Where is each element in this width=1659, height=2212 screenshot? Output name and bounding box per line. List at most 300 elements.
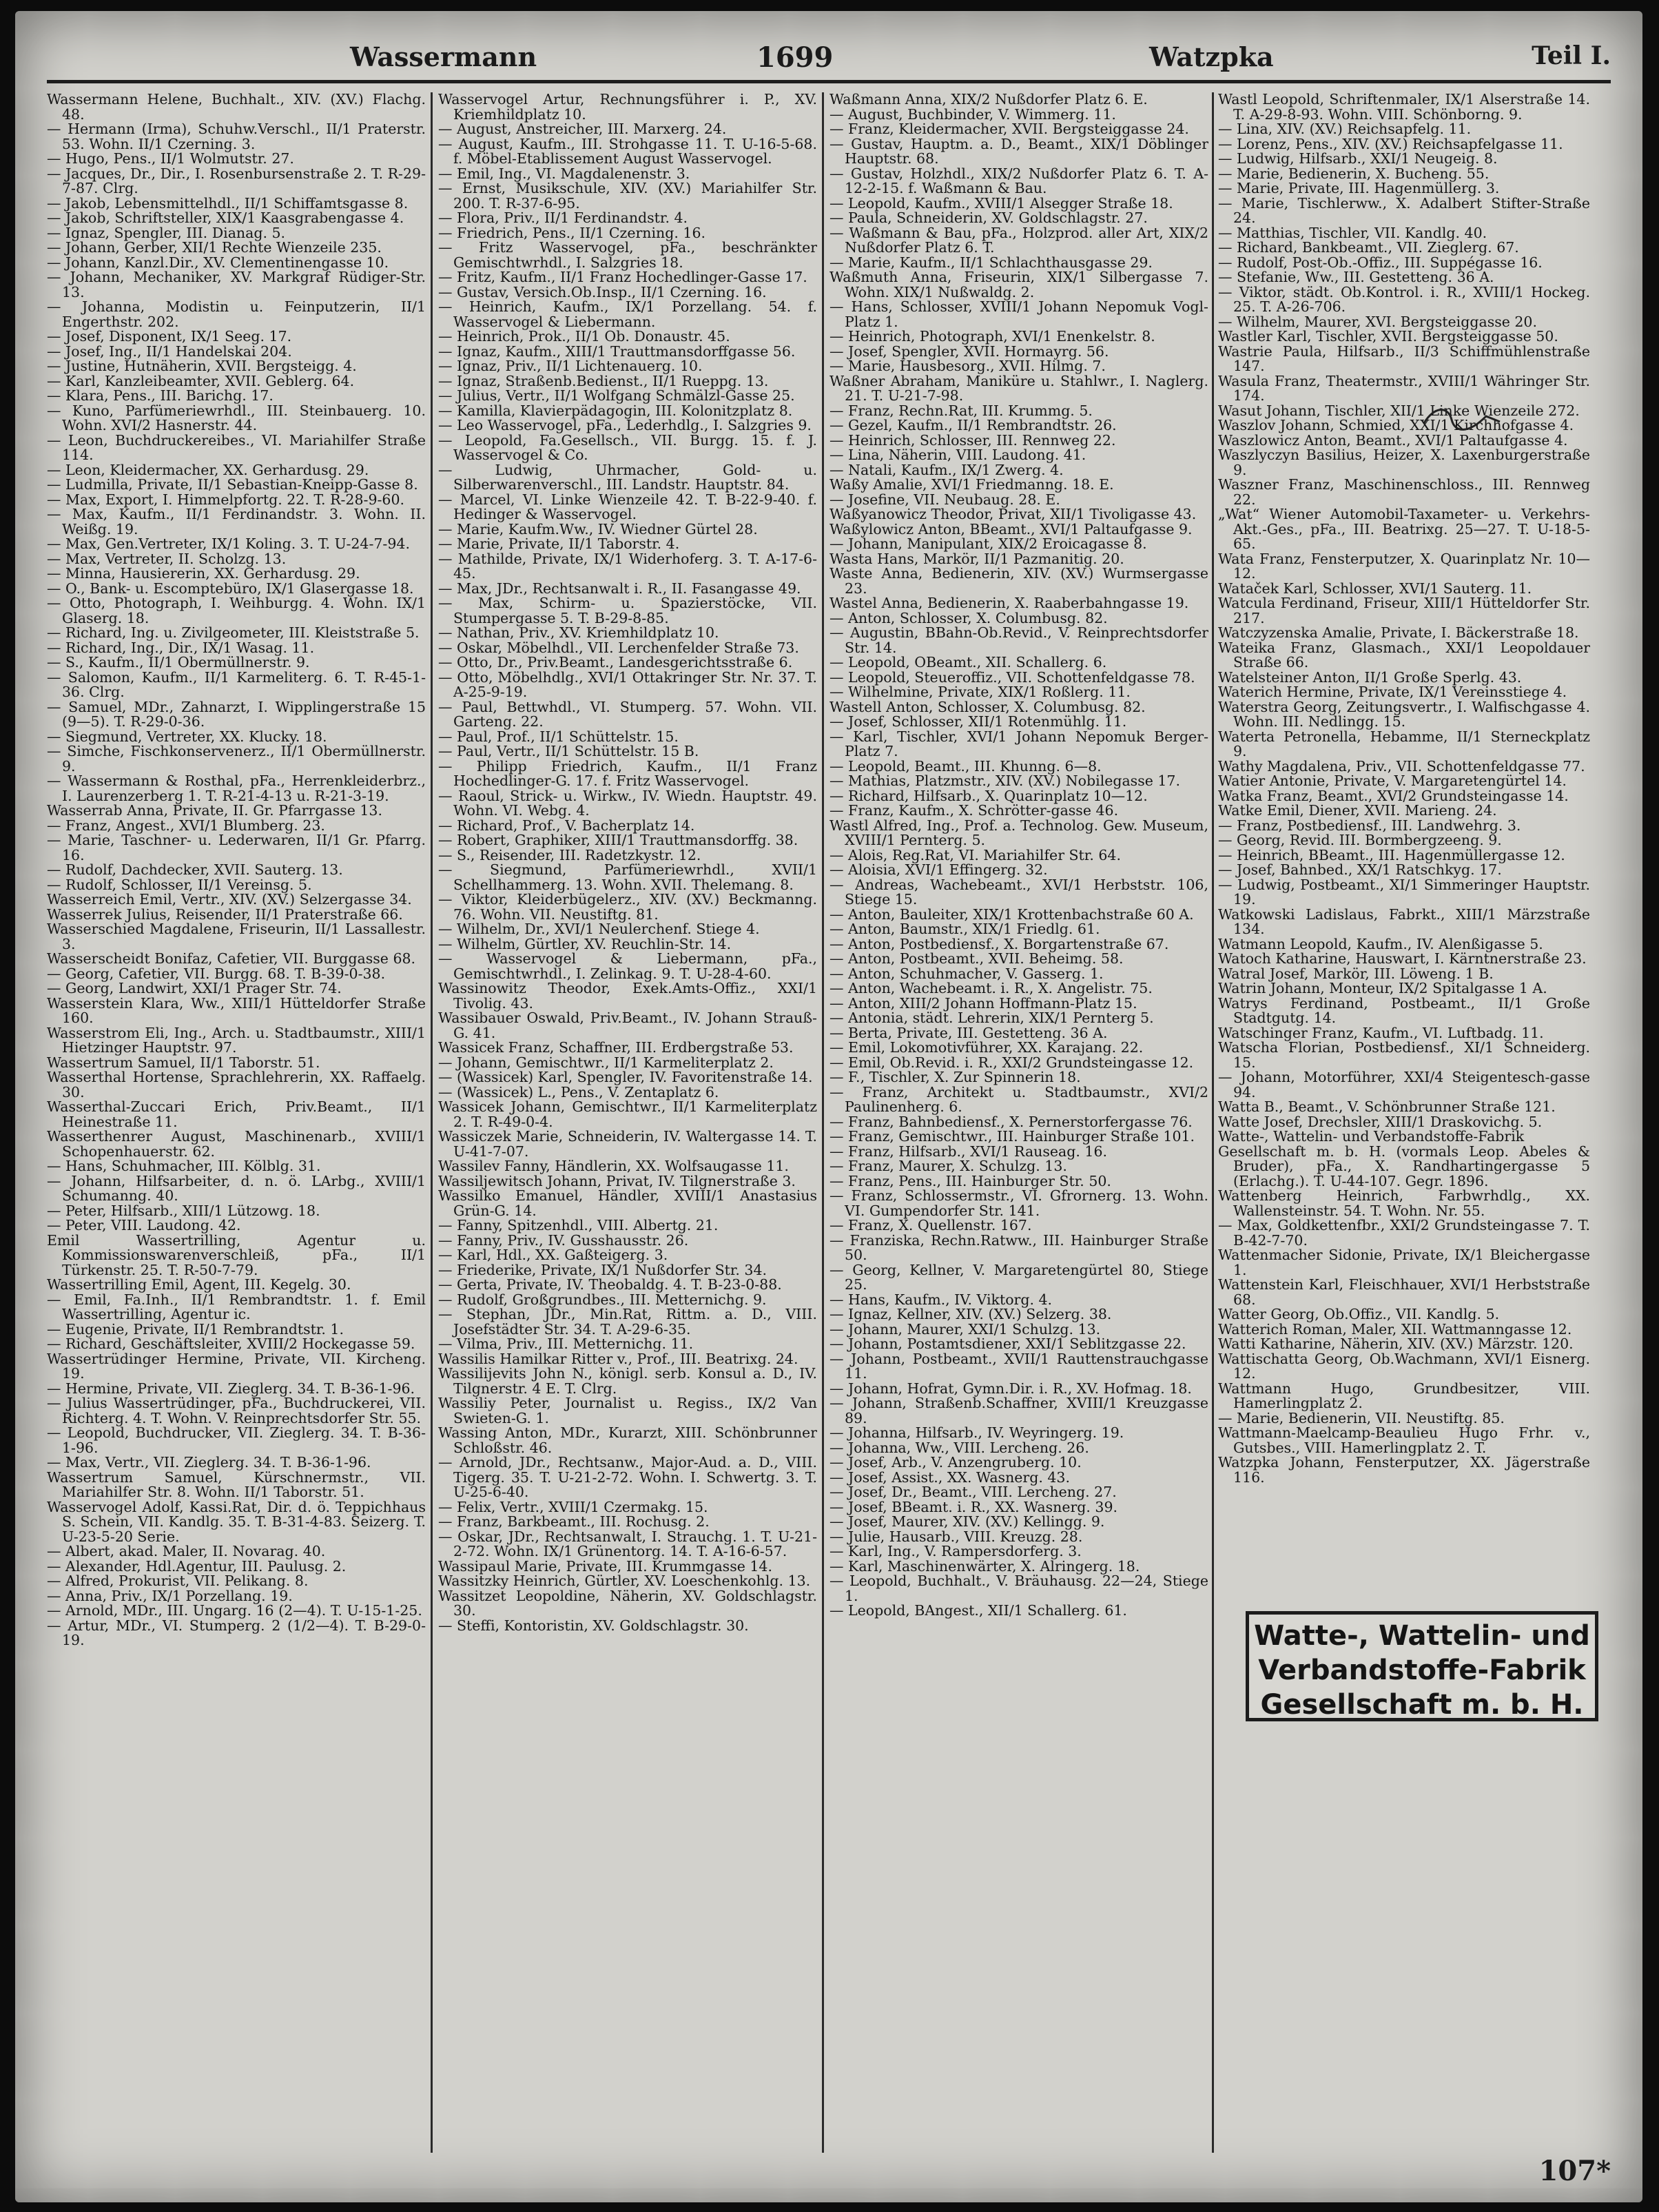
directory-entry: Waterstra Georg, Zeitungsvertr., I. Walfischgasse 4. Wohn. III. Nedlingg. 15. (1218, 698, 1590, 730)
directory-entry: — Arnold, MDr., III. Ungarg. 16 (2—4). T. U-15-1-25. (47, 1602, 422, 1619)
directory-entry: — (Wassicek) Karl, Spengler, IV. Favoritenstraße 14. (438, 1069, 813, 1085)
directory-entry: Wattenberg Heinrich, Farbwrhdlg., XX. Wallensteinstr. 54. T. Wohn. Nr. 55. (1218, 1187, 1590, 1219)
directory-entry: Waszlowicz Anton, Beamt., XVI/1 Paltaufgasse 4. (1218, 431, 1568, 449)
directory-entry: — Franz, Maurer, X. Schulzg. 13. (830, 1158, 1067, 1174)
page-footer: 107* (1538, 2155, 1611, 2187)
directory-entry: — Gerta, Private, IV. Theobaldg. 4. T. B-23-0-88. (438, 1276, 782, 1293)
directory-entry: — Leopold, Beamt., III. Khunng. 6—8. (830, 757, 1102, 775)
directory-entry: Wassiliy Peter, Journalist u. Regiss., IX/2 Van Swieten-G. 1. (438, 1395, 817, 1426)
directory-entry: — Ludmilla, Private, II/1 Sebastian-Kneipp-Gasse 8. (47, 476, 418, 493)
directory-entry: — Josefine, VII. Neubaug. 28. E. (830, 491, 1060, 508)
directory-entry: Wateika Franz, Glasmach., XXI/1 Leopoldauer Straße 66. (1218, 639, 1590, 670)
directory-entry: Wastler Karl, Tischler, XVII. Bergsteiggasse 50. (1218, 328, 1558, 345)
directory-entry: — Ludwig, Hilfsarb., XXI/1 Neugeig. 8. (1218, 150, 1498, 167)
directory-entry: — Peter, VIII. Laudong. 42. (47, 1217, 241, 1233)
directory-entry: — Leopold, Fa.Gesellsch., VII. Burgg. 15. f. J. Wasservogel & Co. (438, 431, 817, 463)
directory-entry: Waste Anna, Bedienerin, XIV. (XV.) Wurmsergasse 23. (830, 565, 1208, 597)
directory-entry: Wasserstrom Eli, Ing., Arch. u. Stadtbaumstr., XIII/1 Hietzinger Hauptstr. 97. (47, 1024, 426, 1056)
directory-entry: Watka Franz, Beamt., XVI/2 Grundsteingasse 14. (1218, 787, 1569, 804)
directory-entry: — Emil, Lokomotivführer, XX. Karajang. 22. (830, 1039, 1144, 1056)
directory-entry: Wasserthenrer August, Maschinenarb., XVIII/1 Schopenhauerstr. 62. (47, 1128, 426, 1160)
directory-entry: — Karl, Hdl., XX. Gaßteigerg. 3. (438, 1247, 668, 1263)
directory-entry: Wastel Anna, Bedienerin, X. Raaberbahngasse 19. (830, 595, 1189, 611)
directory-entry: — (Wassicek) L., Pens., V. Zentaplatz 6. (438, 1083, 719, 1100)
directory-entry: Watta B., Beamt., V. Schönbrunner Straße 121. (1218, 1098, 1556, 1115)
directory-entry: — Heinrich, Schlosser, III. Rennweg 22. (830, 431, 1116, 449)
directory-entry: — Josef, BBeamt. i. R., XX. Wasnerg. 39. (830, 1498, 1118, 1515)
directory-entry: Wassertrilling Emil, Agent, III. Kegelg. 30. (47, 1276, 351, 1293)
directory-entry: — Franz, Pens., III. Hainburger Str. 50. (830, 1172, 1111, 1189)
directory-entry: — Marie, Kaufm.Ww., IV. Wiedner Gürtel 28. (438, 520, 758, 537)
directory-entry: — Klara, Pens., III. Barichg. 17. (47, 387, 274, 404)
directory-entry: — Marie, Private, III. Hagenmüllerg. 3. (1218, 180, 1500, 196)
directory-entry: „Wat“ Wiener Automobil-Taxameter- u. Verkehrs-Akt.-Ges., pFa., III. Beatrixg. 25—27. T. U-18-5-65. (1218, 506, 1590, 552)
directory-entry: — Max, Export, I. Himmelpfortg. 22. T. R-28-9-60. (47, 491, 405, 508)
directory-entry: Wassertrum Samuel, Kürschnermstr., VII. Mariahilfer Str. 8. Wohn. II/1 Taborstr. 51. (47, 1468, 426, 1500)
directory-entry: — Johanna, Modistin u. Feinputzerin, II/1 Engerthstr. 202. (47, 298, 426, 330)
directory-entry: — Anton, Postbediensf., X. Borgartenstraße 67. (830, 935, 1169, 952)
directory-entry: — Ignaz, Kellner, XIV. (XV.) Selzerg. 38. (830, 1306, 1112, 1322)
directory-entry: Wassibauer Oswald, Priv.Beamt., IV. Johann Strauß-G. 41. (438, 1010, 817, 1041)
directory-entry: Waßmann Anna, XIX/2 Nußdorfer Platz 6. E. (830, 92, 1148, 107)
directory-entry: — Marie, Bedienerin, X. Bucheng. 55. (1218, 165, 1490, 182)
directory-entry: — Georg, Cafetier, VII. Burgg. 68. T. B-39-0-38. (47, 965, 386, 982)
directory-entry: — Hugo, Pens., II/1 Wolmutstr. 27. (47, 150, 294, 167)
directory-entry: — Johann, Hilfsarbeiter, d. n. ö. LArbg., XVIII/1 Schumanng. 40. (47, 1172, 426, 1204)
directory-entry: — Leopold, Buchdrucker, VII. Zieglerg. 34. T. B-36-1-96. (47, 1424, 426, 1456)
directory-entry: Wasserthal Hortense, Sprachlehrerin, XX. Raffaelg. 30. (47, 1069, 426, 1100)
directory-entry: Wassicek Franz, Schaffner, III. Erdbergstraße 53. (438, 1039, 794, 1056)
directory-entry: Watter Georg, Ob.Offiz., VII. Kandlg. 5. (1218, 1306, 1500, 1322)
directory-entry: — Stephan, JDr., Min.Rat, Rittm. a. D., VIII. Josefstädter Str. 34. T. A-29-6-35. (438, 1306, 817, 1338)
directory-entry: — Max, JDr., Rechtsanwalt i. R., II. Fasangasse 49. (438, 580, 801, 597)
directory-entry: — Anton, Schlosser, X. Columbusg. 82. (830, 609, 1108, 626)
directory-entry: — Franz, X. Quellenstr. 167. (830, 1217, 1032, 1233)
directory-entry: — Josef, Schlosser, XII/1 Rotenmühlg. 11. (830, 713, 1127, 730)
directory-entry: — Georg, Revid. III. Bormbergzeeng. 9. (1218, 832, 1502, 848)
directory-entry: — Stefanie, Ww., III. Gestetteng. 36 A. (1218, 269, 1494, 285)
directory-entry: — Richard, Ing. u. Zivilgeometer, III. Kleiststraße 5. (47, 624, 420, 641)
directory-entry: — Paula, Schneiderin, XV. Goldschlagstr. 27. (830, 209, 1148, 226)
directory-entry: — Siegmund, Parfümeriewrhdl., XVII/1 Schellhammerg. 13. Wohn. XVII. Thelemang. 8. (438, 861, 817, 893)
directory-entry: — Otto, Möbelhdlg., XVI/1 Ottakringer Str. Nr. 37. T. A-25-9-19. (438, 668, 817, 700)
directory-entry: — Fritz Wasservogel, pFa., beschränkter Gemischtwrhdl., I. Salzgries 18. (438, 239, 817, 271)
directory-entry: — Franz, Kaufm., X. Schrötter-gasse 46. (830, 802, 1119, 819)
directory-entry: — Ignaz, Straßenb.Bedienst., II/1 Rueppg. 13. (438, 372, 769, 389)
directory-entry: — Alfred, Prokurist, VII. Pelikang. 8. (47, 1573, 309, 1589)
directory-entry: — Franz, Kleidermacher, XVII. Bergsteiggasse 24. (830, 121, 1189, 137)
directory-entry: Wataček Karl, Schlosser, XVI/1 Sauterg. 11. (1218, 580, 1532, 597)
directory-entry: Wasserschied Magdalene, Friseurin, II/1 Lassallestr. 3. (47, 921, 426, 952)
directory-entry: — Wilhelmine, Private, XIX/1 Roßlerg. 11. (830, 684, 1131, 700)
directory-entry: Wasserrek Julius, Reisender, II/1 Praterstraße 66. (47, 905, 403, 923)
directory-entry: — Franziska, Rechn.Ratww., III. Hainburger Straße 50. (830, 1231, 1208, 1263)
directory-entry: Wassipaul Marie, Private, III. Krummgasse 14. (438, 1557, 772, 1575)
directory-entry: — Johann, Motorführer, XXI/4 Steigentesch-gasse 94. (1218, 1069, 1590, 1100)
directory-entry: — Paul, Bettwhdl., VI. Stumperg. 57. Wohn. VII. Garteng. 22. (438, 698, 817, 730)
directory-entry: — Otto, Dr., Priv.Beamt., Landesgerichtsstraße 6. (438, 654, 793, 670)
directory-entry: — Hans, Kaufm., IV. Viktorg. 4. (830, 1291, 1053, 1308)
directory-entry: — Ignaz, Spengler, III. Dianag. 5. (47, 224, 286, 241)
directory-entry: — Leo Wasservogel, pFa., Lederhdlg., I. Salzgries 9. (438, 417, 812, 433)
directory-entry: — Arnold, JDr., Rechtsanw., Major-Aud. a. D., VIII. Tigerg. 35. T. U-21-2-72. Wohn. I. Schwertg. 3. T. U-25-6-40. (438, 1454, 817, 1500)
directory-entry: Waterta Petronella, Hebamme, II/1 Sterneckplatz 9. (1218, 728, 1590, 759)
directory-entry: Wathy Magdalena, Priv., VII. Schottenfeldgasse 77. (1218, 757, 1585, 775)
handwritten-scribble (1421, 402, 1503, 437)
directory-entry: — Josef, Bahnbed., XX/1 Ratschkyg. 17. (1218, 861, 1502, 878)
directory-entry: Watier Antonie, Private, V. Margaretengürtel 14. (1218, 772, 1567, 789)
directory-entry: Watmann Leopold, Kaufm., IV. Alenßigasse 5. (1218, 935, 1543, 952)
directory-entry: Wasservogel Adolf, Kassi.Rat, Dir. d. ö. Teppichhaus S. Schein, VII. Kandlg. 35. T. B-31-4-83. Seizerg. T. U-23-5-20 Serie. (47, 1498, 426, 1545)
directory-entry: Wattmann Hugo, Grundbesitzer, VIII. Hamerlingplatz 2. (1218, 1380, 1590, 1411)
directory-entry: — Hermine, Private, VII. Zieglerg. 34. T. B-36-1-96. (47, 1380, 415, 1397)
directory-entry: — Johann, Hofrat, Gymn.Dir. i. R., XV. Hofmag. 18. (830, 1380, 1192, 1397)
directory-entry: Wasserthal-Zuccari Erich, Priv.Beamt., II/1 Heinestraße 11. (47, 1098, 426, 1130)
directory-entry: Wattenmacher Sidonie, Private, IX/1 Bleichergasse 1. (1218, 1247, 1590, 1278)
directory-entry: Waßyanowicz Theodor, Privat, XII/1 Tivoligasse 43. (830, 506, 1197, 522)
directory-entry: Wattischatta Georg, Ob.Wachmann, XVI/1 Eisnerg. 12. (1218, 1350, 1590, 1382)
directory-entry: Watrin Johann, Monteur, IX/2 Spitalgasse 1 A. (1218, 980, 1547, 996)
directory-entry: Wassiljewitsch Johann, Privat, IV. Tilgnerstraße 3. (438, 1172, 796, 1189)
directory-entry: — Berta, Private, III. Gestetteng. 36 A. (830, 1024, 1108, 1041)
directory-entry: — Albert, akad. Maler, II. Novarag. 40. (47, 1543, 326, 1559)
directory-entry: Wasula Franz, Theatermstr., XVIII/1 Währinger Str. 174. (1218, 372, 1590, 404)
directory-entry: — Johann, Mechaniker, XV. Markgraf Rüdiger-Str. 13. (47, 269, 426, 300)
directory-entry: — August, Buchbinder, V. Wimmerg. 11. (830, 105, 1116, 123)
directory-entry: — Julius Wassertrüdinger, pFa., Buchdruckerei, VII. Richterg. 4. T. Wohn. V. Reinprechtsdorfer Str. 55. (47, 1395, 426, 1426)
directory-entry: Wastrie Paula, Hilfsarb., II/3 Schiffmühlenstraße 147. (1218, 342, 1590, 374)
directory-entry: — Leon, Kleidermacher, XX. Gerhardusg. 29. (47, 461, 369, 478)
column-2 (438, 92, 817, 2153)
directory-entry: — Franz, Gemischtwr., III. Hainburger Straße 101. (830, 1128, 1195, 1145)
directory-entry: — Josef, Spengler, XVII. Hormayrg. 56. (830, 342, 1109, 360)
directory-entry: — Franz, Postbediensf., III. Landwehrg. 3. (1218, 817, 1521, 834)
directory-entry: — Jakob, Lebensmittelhdl., II/1 Schiffamtsgasse 8. (47, 194, 409, 212)
directory-entry: — Karl, Maschinenwärter, X. Alringerg. 18. (830, 1557, 1140, 1575)
directory-entry: — Josef, Assist., XX. Wasnerg. 43. (830, 1468, 1070, 1486)
directory-entry: — Marie, Hausbesorg., XVII. Hilmg. 7. (830, 358, 1106, 374)
directory-entry: — Julius, Vertr., II/1 Wolfgang Schmälzl-Gasse 25. (438, 387, 795, 404)
directory-entry: Watscha Florian, Postbediensf., XI/1 Schneiderg. 15. (1218, 1039, 1590, 1071)
directory-entry: Wassicek Johann, Gemischtwr., II/1 Karmeliterplatz 2. T. R-49-0-4. (438, 1098, 817, 1130)
directory-entry: Watte Josef, Drechsler, XIII/1 Draskovichg. 5. (1218, 1113, 1543, 1130)
directory-entry: — Felix, Vertr., XVIII/1 Czermakg. 15. (438, 1498, 708, 1515)
directory-entry: Watterich Roman, Maler, XII. Wattmanngasse 12. (1218, 1320, 1572, 1338)
directory-entry: — Philipp Friedrich, Kaufm., II/1 Franz Hochedlinger-G. 17. f. Fritz Wasservogel. (438, 757, 817, 789)
directory-entry: — Richard, Geschäftsleiter, XVIII/2 Hockegasse 59. (47, 1335, 415, 1352)
directory-entry: — Alexander, Hdl.Agentur, III. Paulusg. 2. (47, 1557, 347, 1575)
directory-entry: — Ludwig, Postbeamt., XI/1 Simmeringer Hauptstr. 19. (1218, 876, 1590, 908)
directory-entry: — Antonia, städt. Lehrerin, XIX/1 Pernterg 5. (830, 1010, 1154, 1026)
directory-entry: — Anna, Priv., IX/1 Porzellang. 19. (47, 1587, 293, 1604)
directory-entry: — Emil, Ob.Revid. i. R., XXI/2 Grundsteingasse 12. (830, 1054, 1194, 1071)
directory-entry: — Max, Goldkettenfbr., XXI/2 Grundsteingasse 7. T. B-42-7-70. (1218, 1217, 1590, 1249)
directory-entry: Waszlyczyn Basilius, Heizer, X. Laxenburgerstraße 9. (1218, 447, 1590, 478)
column-divider (1212, 92, 1214, 2153)
directory-entry: — Andreas, Wachebeamt., XVI/1 Herbststr. 106, Stiege 15. (830, 876, 1208, 908)
directory-entry: Watcula Ferdinand, Friseur, XIII/1 Hütteldorfer Str. 217. (1218, 595, 1590, 626)
directory-entry: — Viktor, städt. Ob.Kontrol. i. R., XVIII/1 Hockeg. 25. T. A-26-706. (1218, 283, 1590, 315)
directory-entry: — August, Anstreicher, III. Marxerg. 24. (438, 121, 727, 137)
directory-entry: — Gezel, Kaufm., II/1 Rembrandtstr. 26. (830, 417, 1117, 433)
directory-entry: — Heinrich, BBeamt., III. Hagenmüllergasse 12. (1218, 846, 1565, 863)
directory-entry: — Johanna, Ww., VIII. Lercheng. 26. (830, 1439, 1089, 1456)
directory-entry: — Lina, Näherin, VIII. Laudong. 41. (830, 447, 1086, 463)
column-1 (47, 92, 426, 2153)
directory-entry: — Marie, Kaufm., II/1 Schlachthausgasse 29. (830, 254, 1153, 271)
directory-entry: Watschinger Franz, Kaufm., VI. Luftbadg. 11. (1218, 1024, 1544, 1041)
directory-entry: — Natali, Kaufm., IX/1 Zwerg. 4. (830, 461, 1064, 478)
directory-entry: — Kuno, Parfümeriewrhdl., III. Steinbauerg. 10. Wohn. XVI/2 Hasnerstr. 44. (47, 402, 426, 433)
directory-entry: — O., Bank- u. Escomptebüro, IX/1 Glasergasse 18. (47, 580, 414, 597)
directory-entry: — Emil, Ing., VI. Magdalenenstr. 3. (438, 165, 690, 182)
directory-entry: — Josef, Maurer, XIV. (XV.) Kellingg. 9. (830, 1513, 1105, 1530)
directory-entry: Wassing Anton, MDr., Kurarzt, XIII. Schönbrunner Schloßstr. 46. (438, 1424, 817, 1456)
directory-entry: — Kamilla, Klavierpädagogin, III. Kolonitzplatz 8. (438, 402, 793, 419)
directory-entry: — Karl, Ing., V. Rampersdorferg. 3. (830, 1543, 1082, 1559)
directory-entry: — Josef, Ing., II/1 Handelskai 204. (47, 342, 292, 360)
directory-entry: — Leopold, OBeamt., XII. Schallerg. 6. (830, 654, 1107, 670)
directory-entry: Watzpka Johann, Fensterputzer, XX. Jägerstraße 116. (1218, 1454, 1590, 1486)
directory-entry: — Franz, Hilfsarb., XVI/1 Rauseag. 16. (830, 1143, 1108, 1160)
directory-page (15, 11, 1642, 2202)
directory-entry: — Johann, Postamtsdiener, XXI/1 Seblitzgasse 22. (830, 1335, 1186, 1352)
directory-entry: — Anton, XIII/2 Johann Hoffmann-Platz 15. (830, 994, 1137, 1012)
directory-entry: — Julie, Hausarb., VIII. Kreuzg. 28. (830, 1528, 1083, 1545)
directory-entry: — Johann, Gemischtwr., II/1 Karmeliterplatz 2. (438, 1054, 774, 1071)
directory-entry: — Marie, Private, II/1 Taborstr. 4. (438, 535, 680, 552)
directory-entry: — Wilhelm, Gürtler, XV. Reuchlin-Str. 14. (438, 935, 732, 952)
directory-entry: — Johann, Maurer, XXI/1 Schulzg. 13. (830, 1320, 1101, 1338)
directory-entry: — Hermann (Irma), Schuhw.Verschl., II/1 Praterstr. 53. Wohn. II/1 Czerning. 3. (47, 121, 426, 152)
directory-entry: Wastell Anton, Schlosser, X. Columbusg. 82. (830, 698, 1146, 715)
directory-entry: Wasservogel Artur, Rechnungsführer i. P., XV. Kriemhildplatz 10. (438, 92, 817, 123)
page-header (47, 32, 1611, 83)
directory-entry: — Marie, Bedienerin, VII. Neustiftg. 85. (1218, 1409, 1505, 1426)
directory-entry: — Johann, Postbeamt., XVII/1 Rauttenstrauchgasse 11. (830, 1350, 1208, 1382)
directory-entry: — Georg, Kellner, V. Margaretengürtel 80, Stiege 25. (830, 1261, 1208, 1293)
column-4 (1218, 92, 1590, 2153)
directory-entry: — S., Kaufm., II/1 Obermüllnerstr. 9. (47, 654, 310, 670)
directory-entry: — S., Reisender, III. Radetzkystr. 12. (438, 846, 701, 863)
directory-entry: — Anton, Bauleiter, XIX/1 Krottenbachstraße 60 A. (830, 905, 1194, 923)
directory-entry: — Johann, Gerber, XII/1 Rechte Wienzeile 235. (47, 239, 382, 256)
directory-entry: Waßy Amalie, XVI/1 Friedmanng. 18. E. (830, 476, 1114, 493)
directory-entry: — Max, Kaufm., II/1 Ferdinandstr. 3. Wohn. II. Weißg. 19. (47, 506, 426, 537)
directory-entry: Wassiczek Marie, Schneiderin, IV. Waltergasse 14. T. U-41-7-07. (438, 1128, 817, 1160)
directory-entry: Watti Katharine, Näherin, XIV. (XV.) Märzstr. 120. (1218, 1335, 1574, 1352)
directory-entry: — Richard, Bankbeamt., VII. Zieglerg. 67. (1218, 239, 1519, 256)
directory-entry: — Georg, Landwirt, XXI/1 Prager Str. 74. (47, 980, 342, 996)
directory-entry: — Karl, Kanzleibeamter, XVII. Geblerg. 64. (47, 372, 355, 389)
directory-entry: — Leopold, Steueroffiz., VII. Schottenfeldgasse 78. (830, 668, 1195, 686)
directory-entry: — Leopold, Buchhalt., V. Bräuhausg. 22—24, Stiege 1. (830, 1573, 1208, 1604)
directory-entry: — Josef, Dr., Beamt., VIII. Lercheng. 27. (830, 1484, 1117, 1500)
directory-entry: — Friederike, Private, IX/1 Nußdorfer Str. 34. (438, 1261, 767, 1278)
page-number: 1699 (756, 41, 834, 74)
directory-entry: — Richard, Hilfsarb., X. Quarinplatz 10—12. (830, 787, 1148, 804)
directory-entry: — Max, Schirm- u. Spazierstöcke, VII. Stumpergasse 5. T. B-29-8-85. (438, 595, 817, 626)
directory-entry: Wasserrab Anna, Private, II. Gr. Pfarrgasse 13. (47, 802, 382, 819)
directory-entry: Watczyzenska Amalie, Private, I. Bäckerstraße 18. (1218, 624, 1579, 641)
directory-entry: Emil Wassertrilling, Agentur u. Kommissionswarenverschleiß, pFa., II/1 Türkenstr. 25. T. R-50-7-79. (47, 1231, 426, 1278)
directory-entry: — Johanna, Hilfsarb., IV. Weyringerg. 19. (830, 1424, 1124, 1441)
directory-entry: Wassertrüdinger Hermine, Private, VII. Kircheng. 19. (47, 1350, 426, 1382)
directory-entry: — Emil, Fa.Inh., II/1 Rembrandtstr. 1. f. Emil Wassertrilling, Agentur ic. (47, 1291, 426, 1322)
directory-entry: — Marcel, VI. Linke Wienzeile 42. T. B-22-9-40. f. Hedinger & Wasservogel. (438, 491, 817, 522)
directory-entry: — Nathan, Priv., XV. Kriemhildplatz 10. (438, 624, 719, 641)
directory-entry: — Siegmund, Vertreter, XX. Klucky. 18. (47, 728, 327, 745)
directory-entry: Wassitzky Heinrich, Gürtler, XV. Loeschenkohlg. 13. (438, 1573, 811, 1589)
directory-entry: — Wasservogel & Liebermann, pFa., Gemischtwrhdl., I. Zelinkag. 9. T. U-28-4-60. (438, 950, 817, 982)
directory-entry: — Rudolf, Schlosser, II/1 Vereinsg. 5. (47, 876, 312, 893)
directory-entry: — Fritz, Kaufm., II/1 Franz Hochedlinger-Gasse 17. (438, 269, 807, 285)
directory-entry: — Rudolf, Dachdecker, XVII. Sauterg. 13. (47, 861, 343, 878)
directory-entry: — Ignaz, Kaufm., XIII/1 Trauttmansdorffgasse 56. (438, 342, 796, 360)
directory-entry: — Franz, Schlossermstr., VI. Gfrornerg. 13. Wohn. VI. Gumpendorfer Str. 141. (830, 1187, 1208, 1219)
directory-entry: — Hans, Schlosser, XVIII/1 Johann Nepomuk Vogl-Platz 1. (830, 298, 1208, 330)
directory-entry: — Lina, XIV. (XV.) Reichsapfelg. 11. (1218, 121, 1472, 137)
directory-entry: — Gustav, Holzhdl., XIX/2 Nußdorfer Platz 6. T. A-12-2-15. f. Waßmann & Bau. (830, 165, 1208, 196)
directory-entry: — Flora, Priv., II/1 Ferdinandstr. 4. (438, 209, 688, 226)
directory-entry: — Matthias, Tischler, VII. Kandlg. 40. (1218, 224, 1487, 241)
directory-entry: — Heinrich, Prok., II/1 Ob. Donaustr. 45. (438, 328, 730, 345)
directory-entry: — Fanny, Spitzenhdl., VIII. Albertg. 21. (438, 1217, 719, 1233)
directory-entry: — Lorenz, Pens., XIV. (XV.) Reichsapfelgasse 11. (1218, 135, 1563, 152)
directory-entry: Wassilev Fanny, Händlerin, XX. Wolfsaugasse 11. (438, 1158, 789, 1174)
directory-entry: — Franz, Barkbeamt., III. Rochusg. 2. (438, 1513, 710, 1530)
directory-entry: — Ernst, Musikschule, XIV. (XV.) Mariahilfer Str. 200. T. R-37-6-95. (438, 180, 817, 212)
directory-entry: Wasserreich Emil, Vertr., XIV. (XV.) Selzergasse 34. (47, 891, 412, 908)
directory-entry: — Heinrich, Photograph, XVI/1 Enenkelstr. 8. (830, 328, 1155, 345)
directory-entry: — Rudolf, Post-Ob.-Offiz., III. Suppégasse 16. (1218, 254, 1543, 271)
directory-entry: Wassilijevits John N., königl. serb. Konsul a. D., IV. Tilgnerstr. 4 E. T. Clrg. (438, 1365, 817, 1397)
directory-entry: Watkowski Ladislaus, Fabrkt., XIII/1 Märzstraße 134. (1218, 905, 1590, 937)
directory-entry: — Minna, Hausiererin, XX. Gerhardusg. 29. (47, 565, 360, 582)
directory-entry: Waszlov Johann, Schmied, XXI/1 Kirchhofgasse 4. (1218, 417, 1574, 433)
directory-entry: Wassilis Hamilkar Ritter v., Prof., III. Beatrixg. 24. (438, 1350, 798, 1367)
directory-entry: — Justine, Hutnäherin, XVII. Bergsteigg. 4. (47, 358, 357, 374)
directory-entry: Wata Franz, Fensterputzer, X. Quarinplatz Nr. 10—12. (1218, 550, 1590, 582)
column-divider (431, 92, 433, 2153)
directory-entry: Watelsteiner Anton, II/1 Große Sperlg. 43. (1218, 668, 1522, 686)
directory-entry: — Anton, Baumstr., XIX/1 Friedlg. 61. (830, 921, 1100, 937)
directory-entry: — Marie, Tischlerww., X. Adalbert Stifter-Straße 24. (1218, 194, 1590, 226)
directory-entry: Wasta Hans, Markör, II/1 Pazmanitig. 20. (830, 550, 1124, 567)
directory-entry: — Samuel, MDr., Zahnarzt, I. Wipplingerstraße 15 (9—5). T. R-29-0-36. (47, 698, 426, 730)
directory-entry: — Leopold, Kaufm., XVIII/1 Alsegger Straße 18. (830, 194, 1173, 212)
directory-entry: — Jakob, Schriftsteller, XIX/1 Kaasgrabengasse 4. (47, 209, 404, 226)
directory-entry: — Paul, Vertr., II/1 Schüttelstr. 15 B. (438, 743, 699, 759)
directory-entry: Waszner Franz, Maschinenschloss., III. Rennweg 22. (1218, 476, 1590, 508)
directory-entry: Watte-, Wattelin- und Verbandstoffe-Fabrik (1218, 1128, 1525, 1145)
directory-entry: — Gustav, Hauptm. a. D., Beamt., XIX/1 Döblinger Hauptstr. 68. (830, 135, 1208, 167)
directory-entry: — Richard, Prof., V. Bacherplatz 14. (438, 817, 695, 834)
directory-entry: Waßmuth Anna, Friseurin, XIX/1 Silbergasse 7. Wohn. XIX/1 Nußwaldg. 2. (830, 269, 1208, 300)
directory-entry: — Josef, Disponent, IX/1 Seeg. 17. (47, 328, 292, 345)
directory-entry: — Leopold, BAngest., XII/1 Schallerg. 61. (830, 1602, 1127, 1619)
directory-entry: — Oskar, JDr., Rechtsanwalt, I. Strauchg. 1. T. U-21-2-72. Wohn. IX/1 Grünentorg. 14. T. A-16-6-57. (438, 1528, 817, 1559)
directory-entry: — Friedrich, Pens., II/1 Czerning. 16. (438, 224, 705, 241)
column-divider (822, 92, 824, 2153)
directory-entry: — Fanny, Priv., IV. Gusshausstr. 26. (438, 1231, 689, 1249)
directory-entry: Wattenstein Karl, Fleischhauer, XVI/1 Herbststraße 68. (1218, 1276, 1590, 1308)
directory-entry: — Artur, MDr., VI. Stumperg. 2 (1/2—4). T. B-29-0-19. (47, 1617, 426, 1648)
ad-line: Gesellschaft m. b. H. (1260, 1689, 1584, 1721)
directory-entry: — Rudolf, Großgrundbes., III. Metternichg. 9. (438, 1291, 767, 1308)
directory-entry: Wastl Alfred, Ing., Prof. a. Technolog. Gew. Museum, XVIII/1 Pernterg. 5. (830, 817, 1208, 848)
ad-line: Verbandstoffe-Fabrik (1258, 1655, 1586, 1686)
directory-entry: — Aloisia, XVI/1 Effingerg. 32. (830, 861, 1048, 878)
ad-line: Watte-, Wattelin- und (1254, 1620, 1590, 1652)
directory-entry: — Simche, Fischkonservenerz., II/1 Obermüllnerstr. 9. (47, 743, 426, 775)
directory-entry: Wassitzet Leopoldine, Näherin, XV. Goldschlagstr. 30. (438, 1587, 817, 1619)
directory-entry: — Wassermann & Rosthal, pFa., Herrenkleiderbrz., I. Laurenzerberg 1. T. R-21-4-13 u. R-21-3-19. (47, 772, 426, 804)
directory-entry: — Paul, Prof., II/1 Schüttelstr. 15. (438, 728, 679, 745)
header-last-name: Watzpka (1149, 41, 1274, 72)
directory-entry: — Max, Gen.Vertreter, IX/1 Koling. 3. T. U-24-7-94. (47, 535, 410, 552)
directory-entry: — Anton, Schuhmacher, V. Gasserg. 1. (830, 965, 1104, 982)
directory-entry: — Ludwig, Uhrmacher, Gold- u. Silberwarenverschl., III. Landstr. Hauptstr. 84. (438, 461, 817, 493)
advertisement-box (1246, 1611, 1598, 1721)
directory-entry: — Eugenie, Private, II/1 Rembrandtstr. 1. (47, 1320, 344, 1338)
directory-entry: Gesellschaft m. b. H. (vormals Leop. Abeles & Bruder), pFa., X. Randhartingergasse 5 (Erlachg.). T. U-44-107. Gegr. 1896. (1218, 1143, 1590, 1189)
directory-entry: — Raoul, Strick- u. Wirkw., IV. Wiedn. Hauptstr. 49. Wohn. VI. Webg. 4. (438, 787, 817, 819)
directory-entry: — Franz, Bahnbediensf., X. Pernerstorfergasse 76. (830, 1113, 1193, 1130)
directory-entry: — August, Kaufm., III. Strohgasse 11. T. U-16-5-68. f. Möbel-Etablissement August Wasservogel. (438, 135, 817, 167)
directory-entry: — Ignaz, Priv., II/1 Lichtenauerg. 10. (438, 358, 703, 374)
directory-entry: — Franz, Architekt u. Stadtbaumstr., XVI/2 Paulinenherg. 6. (830, 1083, 1208, 1115)
directory-entry: — Otto, Photograph, I. Weihburgg. 4. Wohn. IX/1 Glaserg. 18. (47, 595, 426, 626)
directory-entry: — Franz, Angest., XVI/1 Blumberg. 23. (47, 817, 325, 834)
directory-entry: Watrys Ferdinand, Postbeamt., II/1 Große Stadtgutg. 14. (1218, 994, 1590, 1026)
directory-entry: — Franz, Rechn.Rat, III. Krummg. 5. (830, 402, 1093, 419)
directory-entry: Wassilko Emanuel, Händler, XVIII/1 Anastasius Grün-G. 14. (438, 1187, 817, 1219)
directory-entry: — Johann, Manipulant, XIX/2 Eroicagasse 8. (830, 535, 1147, 552)
directory-entry: Watral Josef, Markör, III. Löweng. 1 B. (1218, 965, 1494, 982)
directory-entry: — Steffi, Kontoristin, XV. Goldschlagstr. 30. (438, 1617, 749, 1634)
section-label: Teil I. (1532, 41, 1611, 70)
directory-entry: — F., Tischler, X. Zur Spinnerin 18. (830, 1069, 1081, 1085)
directory-entry: — Oskar, Möbelhdl., VII. Lerchenfelder Straße 73. (438, 639, 799, 656)
directory-entry: — Richard, Ing., Dir., IX/1 Wasag. 11. (47, 639, 315, 656)
directory-entry: Wasserstein Klara, Ww., XIII/1 Hütteldorfer Straße 160. (47, 994, 426, 1026)
directory-entry: — Marie, Taschner- u. Lederwaren, II/1 Gr. Pfarrg. 16. (47, 832, 426, 863)
directory-entry: — Max, Vertr., VII. Zieglerg. 34. T. B-36-1-96. (47, 1454, 371, 1471)
directory-entry: — Vilma, Priv., III. Metternichg. 11. (438, 1335, 694, 1352)
directory-entry: — Augustin, BBahn-Ob.Revid., V. Reinprechtsdorfer Str. 14. (830, 624, 1208, 656)
directory-entry: — Karl, Tischler, XVI/1 Johann Nepomuk Berger-Platz 7. (830, 728, 1208, 759)
directory-entry: Watke Emil, Diener, XVII. Marieng. 24. (1218, 802, 1497, 819)
directory-entry: — Waßmann & Bau, pFa., Holzprod. aller Art, XIX/2 Nußdorfer Platz 6. T. (830, 224, 1208, 256)
directory-entry: — Gustav, Versich.Ob.Insp., II/1 Czerning. 16. (438, 283, 767, 300)
directory-entry: — Viktor, Kleiderbügelerz., XIV. (XV.) Beckmanng. 76. Wohn. VII. Neustiftg. 81. (438, 891, 817, 923)
directory-entry: — Mathias, Platzmstr., XIV. (XV.) Nobilegasse 17. (830, 772, 1180, 789)
directory-entry: Wattmann-Maelcamp-Beaulieu Hugo Frhr. v., Gutsbes., VIII. Hamerlingplatz 2. T. (1218, 1424, 1590, 1456)
directory-entry: — Salomon, Kaufm., II/1 Karmeliterg. 6. T. R-45-1-36. Clrg. (47, 668, 426, 700)
directory-entry: Wassinowitz Theodor, Exek.Amts-Offiz., XXI/1 Tivolig. 43. (438, 980, 817, 1012)
directory-entry: — Mathilde, Private, IX/1 Widerhoferg. 3. T. A-17-6-45. (438, 550, 817, 582)
directory-entry: — Robert, Graphiker, XIII/1 Trauttmansdorffg. 38. (438, 832, 798, 848)
directory-entry: Wassertrum Samuel, II/1 Taborstr. 51. (47, 1054, 320, 1071)
directory-entry: Watoch Katharine, Hauswart, I. Kärntnerstraße 23. (1218, 950, 1587, 967)
header-first-name: Wassermann (350, 41, 537, 72)
directory-entry: — Alois, Reg.Rat, VI. Mariahilfer Str. 64. (830, 846, 1121, 863)
directory-entry: Waßner Abraham, Maniküre u. Stahlwr., I. Naglerg. 21. T. U-21-7-98. (830, 372, 1208, 404)
directory-entry: — Leon, Buchdruckereibes., VI. Mariahilfer Straße 114. (47, 431, 426, 463)
directory-entry: — Wilhelm, Dr., XVI/1 Neulerchenf. Stiege 4. (438, 921, 760, 937)
directory-entry: — Peter, Hilfsarb., XIII/1 Lützowg. 18. (47, 1202, 320, 1219)
